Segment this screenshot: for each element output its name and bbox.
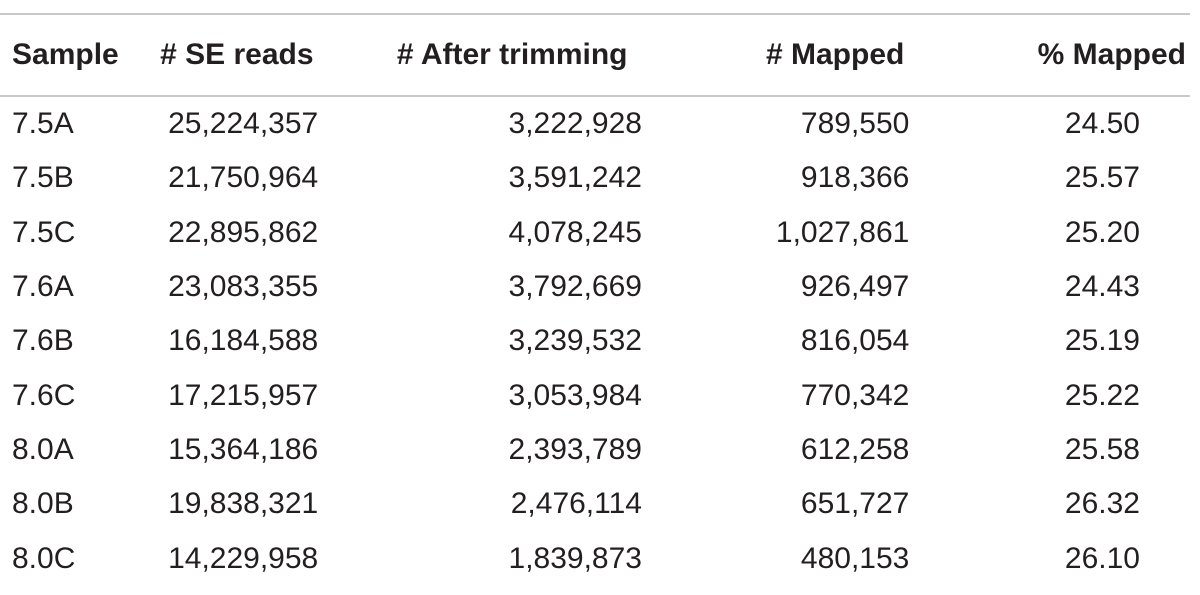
cell-percent-mapped: 25.57 bbox=[1064, 161, 1140, 195]
cell-se-reads: 22,895,862 bbox=[168, 215, 319, 249]
cell-percent-mapped: 26.32 bbox=[1064, 487, 1140, 521]
cell-sample: 8.0B bbox=[12, 487, 74, 521]
header-se-reads: # SE reads bbox=[160, 14, 337, 96]
cell-mapped: 918,366 bbox=[800, 161, 910, 195]
table-row bbox=[0, 477, 1190, 531]
cell-percent-mapped: 25.20 bbox=[1064, 215, 1140, 249]
cell-percent-mapped: 25.22 bbox=[1064, 378, 1140, 412]
cell-mapped: 770,342 bbox=[800, 378, 910, 412]
cell-sample: 8.0A bbox=[12, 432, 74, 466]
cell-after-trimming: 2,393,789 bbox=[508, 432, 642, 466]
table-row bbox=[0, 423, 1190, 477]
table-row bbox=[0, 151, 1190, 205]
table-row bbox=[0, 260, 1190, 314]
table-body bbox=[0, 96, 1190, 586]
header-after-trimming: # After trimming bbox=[337, 14, 646, 96]
header-percent-mapped: % Mapped bbox=[961, 14, 1190, 96]
cell-sample: 7.5B bbox=[12, 161, 74, 195]
reads-mapping-table bbox=[0, 13, 1190, 586]
cell-se-reads: 19,838,321 bbox=[168, 487, 319, 521]
header-sample: Sample bbox=[0, 14, 160, 96]
cell-se-reads: 14,229,958 bbox=[168, 541, 319, 575]
cell-after-trimming: 3,239,532 bbox=[508, 324, 642, 358]
header-mapped: # Mapped bbox=[646, 14, 961, 96]
cell-after-trimming: 3,591,242 bbox=[508, 161, 642, 195]
cell-sample: 7.6C bbox=[12, 378, 76, 412]
cell-mapped: 789,550 bbox=[800, 107, 910, 141]
cell-after-trimming: 2,476,114 bbox=[510, 487, 642, 521]
cell-sample: 7.6B bbox=[12, 324, 74, 358]
cell-percent-mapped: 25.19 bbox=[1064, 324, 1140, 358]
table-row bbox=[0, 206, 1190, 260]
cell-se-reads: 16,184,588 bbox=[168, 324, 319, 358]
cell-se-reads: 15,364,186 bbox=[168, 432, 319, 466]
cell-percent-mapped: 26.10 bbox=[1064, 541, 1140, 575]
cell-mapped: 651,727 bbox=[800, 487, 910, 521]
table-header bbox=[0, 14, 1190, 96]
table-row bbox=[0, 531, 1190, 585]
cell-se-reads: 17,215,957 bbox=[168, 378, 319, 412]
cell-mapped: 926,497 bbox=[800, 270, 910, 304]
cell-after-trimming: 4,078,245 bbox=[508, 215, 642, 249]
cell-sample: 8.0C bbox=[12, 541, 76, 575]
cell-mapped: 612,258 bbox=[800, 432, 910, 466]
header-row bbox=[0, 14, 1190, 96]
cell-after-trimming: 3,222,928 bbox=[508, 107, 642, 141]
table-row bbox=[0, 314, 1190, 368]
cell-mapped: 480,153 bbox=[800, 541, 910, 575]
table-row bbox=[0, 96, 1190, 151]
cell-percent-mapped: 24.43 bbox=[1064, 270, 1140, 304]
cell-se-reads: 25,224,357 bbox=[168, 107, 319, 141]
cell-se-reads: 23,083,355 bbox=[168, 270, 319, 304]
cell-sample: 7.5A bbox=[12, 107, 74, 141]
cell-mapped: 816,054 bbox=[800, 324, 910, 358]
cell-percent-mapped: 24.50 bbox=[1064, 107, 1140, 141]
cell-after-trimming: 3,792,669 bbox=[508, 270, 642, 304]
table-row bbox=[0, 368, 1190, 422]
cell-se-reads: 21,750,964 bbox=[168, 161, 319, 195]
cell-mapped: 1,027,861 bbox=[775, 215, 910, 249]
cell-after-trimming: 3,053,984 bbox=[508, 378, 642, 412]
cell-percent-mapped: 25.58 bbox=[1064, 432, 1140, 466]
cell-after-trimming: 1,839,873 bbox=[508, 541, 642, 575]
cell-sample: 7.5C bbox=[12, 215, 76, 249]
cell-sample: 7.6A bbox=[12, 270, 74, 304]
